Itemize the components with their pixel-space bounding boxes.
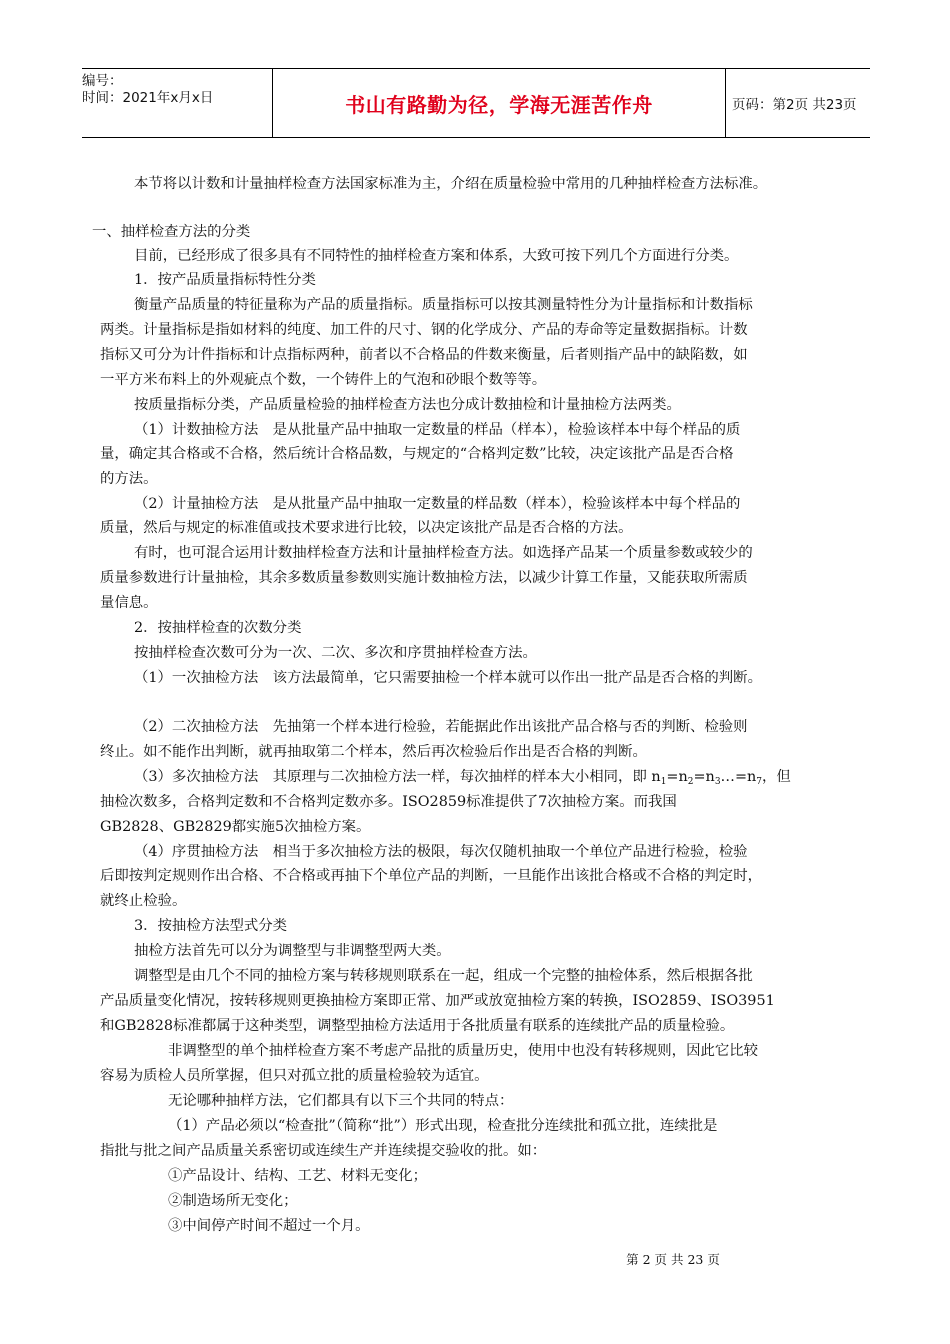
paragraph-line: 抽检方法首先可以分为调整型与非调整型两大类。	[134, 943, 451, 959]
paragraph-line: 和GB2828标准都属于这种类型，调整型抽检方法适用于各批质量有联系的连续批产品的质量检验。	[100, 1018, 735, 1034]
subscript: 1	[660, 777, 667, 787]
text-run: =n	[693, 769, 715, 785]
paragraph-line-with-subscripts	[134, 767, 791, 792]
paragraph-line: 非调整型的单个抽样检查方案不考虑产品批的质量历史，使用中也没有转移规则，因此它比较	[168, 1043, 759, 1059]
paragraph-line: 抽检次数多，合格判定数和不合格判定数亦多。ISO2859标准提供了7次抽检方案。而我国	[100, 794, 677, 810]
header-slogan-cell	[272, 69, 726, 137]
paragraph-line: 按质量指标分类，产品质量检验的抽样检查方法也分成计数抽检和计量抽检方法两类。	[134, 397, 681, 413]
subsection-heading: 1．按产品质量指标特性分类	[134, 272, 316, 288]
page-footer	[0, 1250, 950, 1268]
footer-page-number: 第 2 页 共 23 页	[626, 1252, 720, 1267]
paragraph-line: 衡量产品质量的特征量称为产品的质量指标。质量指标可以按其测量特性分为计量指标和计数指标	[134, 297, 753, 313]
paragraph-line: （1）产品必须以“检查批”（简称“批”）形式出现，检查批分连续批和孤立批，连续批是	[168, 1118, 718, 1134]
paragraph-line: 产品质量变化情况，按转移规则更换抽检方案即正常、加严或放宽抽检方案的转换，ISO2859、ISO3951	[100, 993, 775, 1009]
document-number: 编号：	[82, 73, 123, 89]
paragraph-line: 质量参数进行计量抽检，其余多数质量参数则实施计数抽检方法，以减少计算工作量，又能获取所需质	[100, 570, 748, 586]
paragraph-line: 一平方米布料上的外观疵点个数，一个铸件上的气泡和砂眼个数等等。	[100, 372, 547, 388]
paragraph-line: 有时，也可混合运用计数抽样检查方法和计量抽样检查方法。如选择产品某一个质量参数或较少的	[134, 545, 753, 561]
text-run: =n	[666, 769, 688, 785]
list-item: ③中间停产时间不超过一个月。	[168, 1218, 370, 1234]
subsection-heading: 3．按抽检方法型式分类	[134, 918, 288, 934]
subsection-heading: 2．按抽样检查的次数分类	[134, 620, 302, 636]
paragraph-line: （2）计量抽检方法 是从批量产品中抽取一定数量的样品数（样本），检验该样本中每个样品的	[134, 496, 741, 512]
paragraph-line: 量，确定其合格或不合格，然后统计合格品数，与规定的“合格判定数”比较，决定该批产品是否合格	[100, 446, 734, 462]
header-page-indicator: 页码：第2页 共23页	[732, 97, 857, 113]
paragraph-line: （1）计数抽检方法 是从批量产品中抽取一定数量的样品（样本），检验该样本中每个样品的质	[134, 422, 741, 438]
list-item: ②制造场所无变化；	[168, 1193, 298, 1209]
paragraph-line: GB2828、GB2829都实施5次抽检方案。	[100, 819, 371, 835]
paragraph-line: （4）序贯抽检方法 相当于多次抽检方法的极限，每次仅随机抽取一个单位产品进行检验，检验	[134, 844, 748, 860]
text-run: （3）多次抽检方法 其原理与二次抽检方法一样，每次抽样的样本大小相同，即 n	[134, 769, 661, 785]
list-item: ①产品设计、结构、工艺、材料无变化；	[168, 1168, 428, 1184]
section-heading-1: 一、抽样检查方法的分类	[92, 224, 251, 240]
paragraph-line: 指批与批之间产品质量关系密切或连续生产并连续提交验收的批。如：	[100, 1143, 547, 1159]
paragraph-line: 容易为质检人员所掌握，但只对孤立批的质量检验较为适宜。	[100, 1068, 489, 1084]
document-date: 时间：2021年x月x日	[82, 90, 214, 106]
header-meta	[82, 69, 270, 141]
paragraph-line: 就终止检验。	[100, 893, 187, 909]
paragraph-line: 质量，然后与规定的标准值或技术要求进行比较，以决定该批产品是否合格的方法。	[100, 520, 633, 536]
header-slogan: 书山有路勤为径，学海无涯苦作舟	[345, 92, 653, 117]
paragraph-line: 终止。如不能作出判断，就再抽取第二个样本，然后再次检验后作出是否合格的判断。	[100, 744, 647, 760]
paragraph-line: 后即按判定规则作出合格、不合格或再抽下个单位产品的判断，一旦能作出该批合格或不合格的判定时，	[100, 868, 762, 884]
paragraph-line: 两类。计量指标是指如材料的纯度、加工件的尺寸、钢的化学成分、产品的寿命等定量数据指标。计数	[100, 322, 748, 338]
page-header	[82, 68, 870, 138]
paragraph-line: 指标又可分为计件指标和计点指标两种，前者以不合格品的件数来衡量，后者则指产品中的缺陷数，如	[100, 347, 748, 363]
subscript: 7	[756, 777, 762, 787]
subscript: 3	[714, 777, 721, 787]
subscript: 2	[687, 777, 694, 787]
text-run: …=n	[720, 769, 757, 785]
intro-paragraph: 本节将以计数和计量抽样检查方法国家标准为主，介绍在质量检验中常用的几种抽样检查方法标准。	[134, 176, 768, 192]
paragraph-line: （2）二次抽检方法 先抽第一个样本进行检验，若能据此作出该批产品合格与否的判断、检验则	[134, 719, 748, 735]
text-run: ，但	[762, 769, 791, 785]
paragraph-line: 按抽样检查次数可分为一次、二次、多次和序贯抽样检查方法。	[134, 645, 537, 661]
paragraph-line: 调整型是由几个不同的抽检方案与转移规则联系在一起，组成一个完整的抽检体系，然后根据各批	[134, 968, 753, 984]
paragraph-line: （1）一次抽检方法 该方法最简单，它只需要抽检一个样本就可以作出一批产品是否合格的判断。	[134, 670, 762, 686]
paragraph-line: 量信息。	[100, 595, 158, 611]
paragraph-line: 的方法。	[100, 471, 158, 487]
paragraph-line: 目前，已经形成了很多具有不同特性的抽样检查方案和体系，大致可按下列几个方面进行分类。	[134, 248, 739, 264]
paragraph-line: 无论哪种抽样方法，它们都具有以下三个共同的特点：	[168, 1093, 514, 1109]
